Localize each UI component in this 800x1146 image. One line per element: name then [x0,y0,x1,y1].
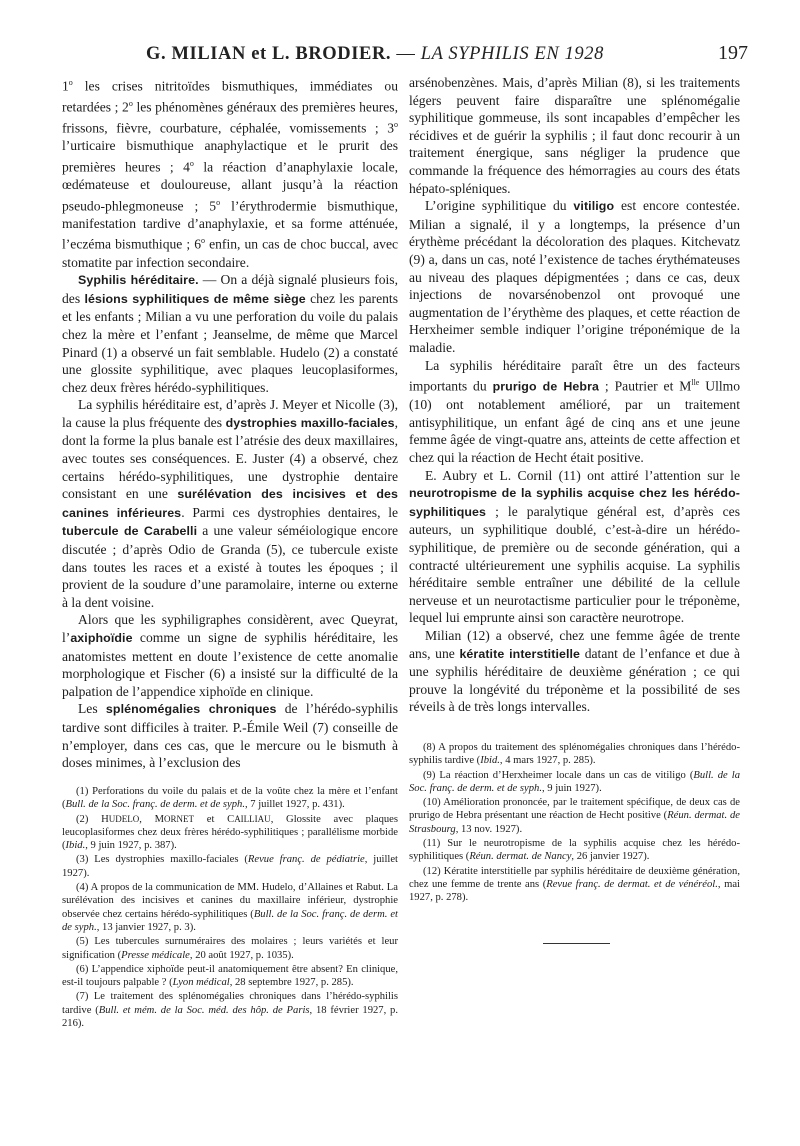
running-header [60,44,750,68]
left-column-paragraph: Syphilis héréditaire. — On a déjà signalé plusieurs fois, des lésions syphilitiques de même siège chez les parents et les enfants ; Milian a vu une perforation du voile du palais chez la mère et l’enfant ; Jeanselme, de même que Marcel Pinard (1) a observé un fait semblable. Hudelo (2) a constaté une glossite syphilitique, avec plaques leucoplasiformes, chez deux frères hérédo-syphilitiques. [62,272,398,395]
left-column-paragraph: Alors que les syphiligraphes considèrent, avec Queyrat, l’axiphoïdie comme un signe de syphilis héréditaire, les anatomistes mettent en doute l’existence de cette anomalie morphologique et Fischer (6) a insisté sur la difficulté de la palpation de l’appendice xiphoïde en clinique. [62,612,398,699]
footnote: (3) Les dystrophies maxillo-faciales (Revue franç. de pédiatrie, juillet 1927). [62,854,399,879]
footnotes-right [409,741,740,906]
footnote: (9) La réaction d’Herxheimer locale dans un cas de vitiligo (Bull. de la Soc. franç. de derm. et de syph., 9 juin 1927). [409,769,740,794]
footnote: (2) HUDELO, MORNET et CAILLIAU, Glossite avec plaques leucoplasiformes chez deux frères hérédo-syphilitiques ; parallélisme morbide (Ibid., 9 juin 1927, p. 387). [62,813,398,852]
footnote: (8) A propos du traitement des splénomégalies chroniques dans l’hérédo-syphilis tardive (Ibid., 4 mars 1927, p. 285). [409,742,740,767]
running-title [60,44,690,65]
right-column-paragraph: La syphilis héréditaire paraît être un des facteurs importants du prurigo de Hebra ; Pautrier et $M^{lle}$ Ullmo (10) ont notablement amélioré, par un traitement antisyphilitique, un enfant âgé de cinq ans et une jeune femme âgée de vingt-quatre ans, atteints de cette affection et chez qui la réaction de Hecht était positive. [409,357,740,465]
left-column-paragraph: 1$^o$ les crises nitritoïdes bismuthiques, immédiates ou retardées ; 2$^o$ les phénomènes généraux des premières heures, frissons, fièvre, courbature, céphalée, vomissements ; 3$^o$ l’urticaire bismuthique anaphylactique et le prurit des premières heures ; 4$^o$ la réaction d’anaphylaxie locale, œdémateuse et douloureuse, allant jusqu’à la réaction pseudo-phlegmoneuse ; 5$^o$ l’érythrodermie bismuthique, manifestation tardive d’anaphylaxie, et sa forme atténuée, l’eczéma bismuthique ; 6$^o$ enfin, un cas de choc buccal, avec stomatite par infection secondaire. [62,78,399,270]
footnote: (5) Les tubercules surnuméraires des molaires ; leurs variétés et leur signification (Presse médicale, 20 août 1927, p. 1035). [62,936,398,961]
page-number: 197 [718,42,748,64]
footnote: (10) Amélioration prononcée, par le traitement spécifique, de deux cas de prurigo de Hebra présentant une réaction de Hecht positive (Réun. dermat. de Strasbourg, 13 nov. 1927). [409,797,740,835]
right-text-column [409,74,740,716]
footnote: (12) Kératite interstitielle par syphilis héréditaire de deuxième génération, chez une femme de trente ans (Revue franç. de dermat. et de vénéréol., mai 1927, p. 278). [409,865,740,904]
end-rule [543,943,610,944]
header-authors: G. MILIAN et L. BRODIER. [146,44,392,64]
footnote: (7) Le traitement des splénomégalies chroniques dans l’hérédo-syphilis tardive (Bull. et mém. de la Soc. méd. des hôp. de Paris, 18 février 1927, p. 216). [62,991,398,1030]
left-text-column [62,74,398,772]
footnote: (1) Perforations du voile du palais et de la voûte chez la mère et l’enfant (Bull. de la Soc. franç. de derm. et de syph., 7 juillet 1927, p. 431). [62,786,398,811]
footnote: (4) A propos de la communication de MM. Hudelo, d’Allaines et Rabut. La surélévation des incisives et canines du maxillaire inférieur, dystrophie observée chez certains hérédo-syphilitiques (Bull. de la Soc. franç. de derm. et de syph., 13 janvier 1927, p. 3). [62,882,398,933]
footnote: (6) L’appendice xiphoïde peut-il anatomiquement être absent? En clinique, est-il toujours palpable ? (Lyon médical, 28 septembre 1927, p. 285). [62,963,398,989]
right-column-paragraph: L’origine syphilitique du vitiligo est encore contestée. Milian a signalé, il y a longtemps, la présence d’un érythème précédant la décoloration des plaques. Kitchevatz (9) a, dans un cas, noté l’existence de taches érythémateuses au niveau des plaques dépigmentées ; dans ce cas, deux injections de novarsénobenzol ont provoqué une augmentation de l’érythème des plaques, et cette réaction de Herxheimer semble indiquer l’origine tréponémique de la maladie. [409,198,740,355]
footnotes-left [62,785,398,1031]
right-column-paragraph: arsénobenzènes. Mais, d’après Milian (8), si les traitements légers peuvent faire disparaître une splénomégalie syphilitique gommeuse, ils sont incapables d’empêcher les récidives et de guérir la syphilis ; il faut donc recourir à un traitement énergique, sans négliger la prudence que commande la fréquence des hémorragies au cours des états hépato-spléniques. [409,75,740,196]
right-column-paragraph: Milian (12) a observé, chez une femme âgée de trente ans, une kératite interstitielle datant de l’enfance et due à une syphilis héréditaire de deuxième génération ; ce qui prouve la longévité du tréponème et la possibilité de ses réveils à de très longs intervalles. [409,627,740,715]
right-column-paragraph: E. Aubry et L. Cornil (11) ont attiré l’attention sur le neurotropisme de la syphilis acquise chez les hérédo-syphilitiques ; le paralytique général est, d’après ces auteurs, un syphilitique doublé, c’est-à-dire un hérédo-syphilitique, de première ou de seconde génération, qui a contracté ultérieurement une syphilis acquise. La syphilis héréditaire semble entraîner une débilité de la cellule nerveuse et un neurotactisme particulier pour le tréponème, lequel lui emprunte ainsi son caractère neurotrope. [409,467,740,626]
left-column-paragraph: Les splénomégalies chroniques de l’hérédo-syphilis tardive sont difficiles à traiter. P.-Émile Weil (7) conseille de n’employer, dans ces cas, que le mercure ou le bismuth à doses minimes, à l’exclusion des [62,701,398,771]
left-column-paragraph: La syphilis héréditaire est, d’après J. Meyer et Nicolle (3), la cause la plus fréquente des dystrophies maxillo-faciales, dont la forme la plus banale est l’atrésie des deux maxillaires, avec toutes ses conséquences. E. Juster (4) a observé, chez certains hérédo-syphilitiques, une dystrophie dentaire consistant en une surélévation des incisives et des canines inférieures. Parmi ces dystrophies dentaires, le tubercule de Carabelli a une valeur séméiologique encore discutée ; d’après Odio de Granda (5), ce tubercule existe dans toutes les races et a existé à toutes les époques ; il provient de la soudure d’une paramolaire, interne ou externe à la dent voisine. [62,397,399,610]
header-separator: — [391,44,421,64]
footnote: (11) Sur le neurotropisme de la syphilis acquise chez les hérédo-syphilitiques (Réun. dermat. de Nancy, 26 janvier 1927). [409,838,740,863]
header-work-title: LA SYPHILIS EN 1928 [420,44,604,64]
